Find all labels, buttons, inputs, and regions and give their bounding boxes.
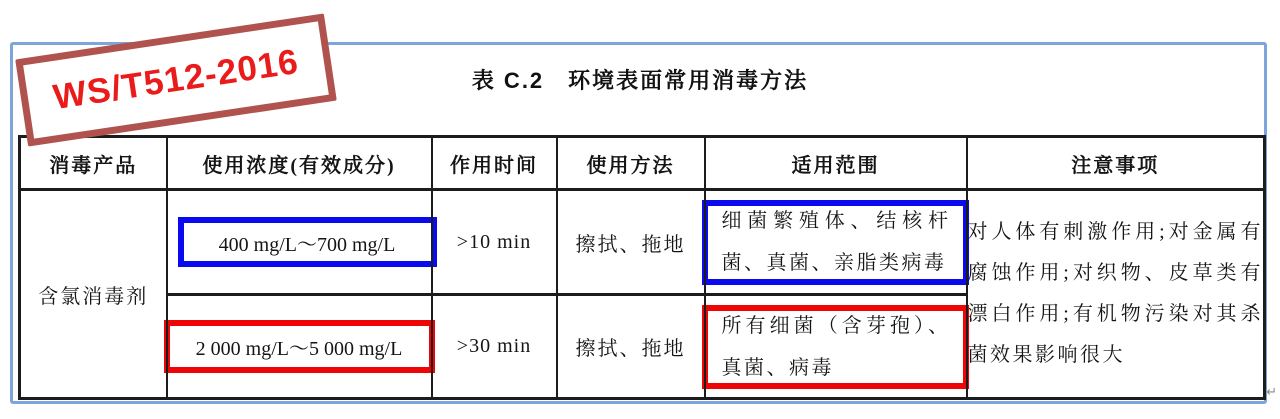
table-row	[20, 190, 1265, 295]
cell-concentration-high	[167, 295, 432, 399]
cell-time-low: >10 min	[432, 190, 557, 295]
highlight-box-red-scope	[702, 305, 969, 389]
cell-method-low: 擦拭、拖地	[557, 190, 705, 295]
cell-time-high: >30 min	[432, 295, 557, 399]
table-header-row	[20, 137, 1265, 190]
header-product: 消毒产品	[20, 137, 167, 190]
header-time: 作用时间	[432, 137, 557, 190]
table-title: 表 C.2 环境表面常用消毒方法	[471, 68, 809, 93]
disinfection-methods-table	[18, 135, 1266, 400]
header-method: 使用方法	[557, 137, 705, 190]
header-notes: 注意事项	[967, 137, 1265, 190]
concentration-low-value: 400 mg/L～700 mg/L	[218, 233, 396, 256]
header-scope: 适用范围	[705, 137, 967, 190]
highlight-box-blue-concentration	[178, 217, 437, 267]
cell-scope-high	[705, 295, 967, 399]
cell-scope-low	[705, 190, 967, 295]
stamp-text: WS/T512-2016	[50, 41, 302, 118]
header-concentration: 使用浓度(有效成分)	[167, 137, 432, 190]
highlight-box-blue-scope	[702, 200, 969, 285]
cell-product: 含氯消毒剂	[20, 190, 167, 399]
paragraph-mark-icon: ↵	[1266, 385, 1277, 400]
cell-concentration-low	[167, 190, 432, 295]
scope-high-value: 所有细菌（含芽孢）、真菌、病毒	[721, 314, 951, 379]
highlight-box-red-concentration	[164, 320, 435, 373]
cell-notes: 对人体有刺激作用;对金属有腐蚀作用;对织物、皮草类有漂白作用;有机物污染对其杀菌效果影响很大	[967, 190, 1265, 399]
cell-method-high: 擦拭、拖地	[557, 295, 705, 399]
concentration-high-value: 2 000 mg/L～5 000 mg/L	[195, 338, 403, 360]
scope-low-value: 细菌繁殖体、结核杆菌、真菌、亲脂类病毒	[721, 210, 951, 274]
